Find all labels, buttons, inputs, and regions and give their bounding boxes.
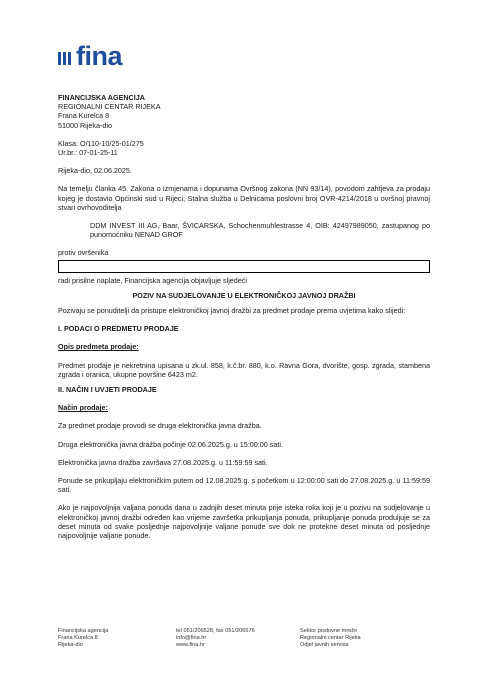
page-footer (58, 628, 430, 649)
section1-heading: I. PODACI O PREDMETU PRODAJE (58, 324, 179, 334)
footer-line: www.fina.hr (176, 642, 205, 648)
protiv-label: protiv ovršenika (58, 248, 109, 258)
invite-paragraph: Pozivaju se ponuditelji da pristupe elektroničkoj javnoj dražbi za predmet prodaje prema uvjetima kako slijedi: (58, 306, 406, 316)
footer-line: Sektor poslovne mreže (300, 628, 358, 634)
logo-bars-icon (58, 52, 71, 65)
section2-p3: Elektronička javna dražba završava 27.08.2025.g. u 11:59:59 sati. (58, 457, 268, 467)
footer-line: Rijeka-dio (58, 642, 83, 648)
footer-line: Odjel javnih servisa (300, 642, 349, 648)
letter-body (58, 93, 430, 540)
fina-logo (58, 41, 123, 71)
footer-col-contact (176, 628, 300, 649)
footer-line: Frana Kurelca 8 (58, 635, 98, 641)
place-date: Rijeka-dio, 02.06.2025. (58, 166, 132, 176)
footer-line: Regionalni centar Rijeka (300, 635, 361, 641)
sender-name: FINANCIJSKA AGENCIJA (58, 93, 145, 102)
creditor-block: DDM INVEST III AG, Baar, ŠVICARSKA, Schochenmuhlestrasse 4, OIB: 42497989050, zastupanog po punomoćniku NENAD GROF (90, 221, 430, 240)
logo-text: fina (76, 41, 123, 71)
sender-street: Frana Kurelca 8 (58, 111, 110, 121)
klasa: Klasa: O/110-10/25-01/275 (58, 138, 144, 148)
document-title: POZIV NA SUDJELOVANJE U ELEKTRONIČKOJ JAVNOJ DRAŽBI (132, 290, 356, 300)
footer-line: info@fina.hr (176, 635, 207, 641)
section2-p2: Druga elektronička javna dražba počinje 02.06.2025.g. u 15:00:00 sati. (58, 439, 283, 449)
section2-p5: Ako je najpovoljnija valjana ponuda dana u zadnjih deset minuta prije isteka roka koji je u pozivu na sudjelovanje u elektroničkoj javnoj dražbi određen kao vrijeme završetka prikupljanja ponuda, prikupljanje ponuda produljuje se za deset minuta od svake posljednje najpovoljnije valjane ponude sve dok ne protekne deset minuta od posljednje najpovoljnije valjane ponude. (58, 503, 430, 541)
sender-city: 51000 Rijeka-dio (58, 120, 112, 130)
redacted-debtor-box (58, 260, 430, 273)
section2-heading: II. NAČIN I UVJETI PRODAJE (58, 385, 157, 395)
section1-text: Predmet prodaje je nekretnina upisana u zk.ul. 858, k.č.br. 880, k.o. Ravna Gora, dvorište, gosp. zgrada, stambena zgrada i oranica, ukupne površine 6423 m2. (58, 360, 430, 379)
footer-col-address (58, 628, 176, 649)
section2-subheading: Način prodaje: (58, 403, 108, 413)
sender-unit: REGIONALNI CENTAR RIJEKA (58, 102, 161, 112)
section1-subheading: Opis predmeta prodaje: (58, 342, 139, 352)
radi-line: radi prisilne naplate, Financijska agencija objavljuje sljedeći (58, 275, 247, 285)
section2-p1: Za predmet prodaje provodi se druga elektronička javna dražba. (58, 421, 262, 431)
footer-line: tel 051/206528, fax 051/206576 (176, 628, 255, 634)
footer-col-sector (300, 628, 430, 649)
intro-paragraph: Na temelju članka 45. Zakona o izmjenama i dopunama Ovršnog zakona (NN 93/14), povodom zahtjeva za prodaju kojeg je dostavio Općinski sud u Rijeci, Stalna služba u Delnicama poslovni broj OVR-4214/2018 u ovršnoj pravnoj stvari ovrhovoditelja (58, 184, 430, 212)
section2-p4: Ponude se prikupljaju elektroničkim putem od 12.08.2025.g. s početkom u 12:00:00 sati do 27.08.2025.g. u 11:59:59 sati. (58, 476, 430, 495)
footer-line: Financijska agencija (58, 628, 109, 634)
urbroj: Ur.br.: 07-01-25-11 (58, 148, 118, 158)
